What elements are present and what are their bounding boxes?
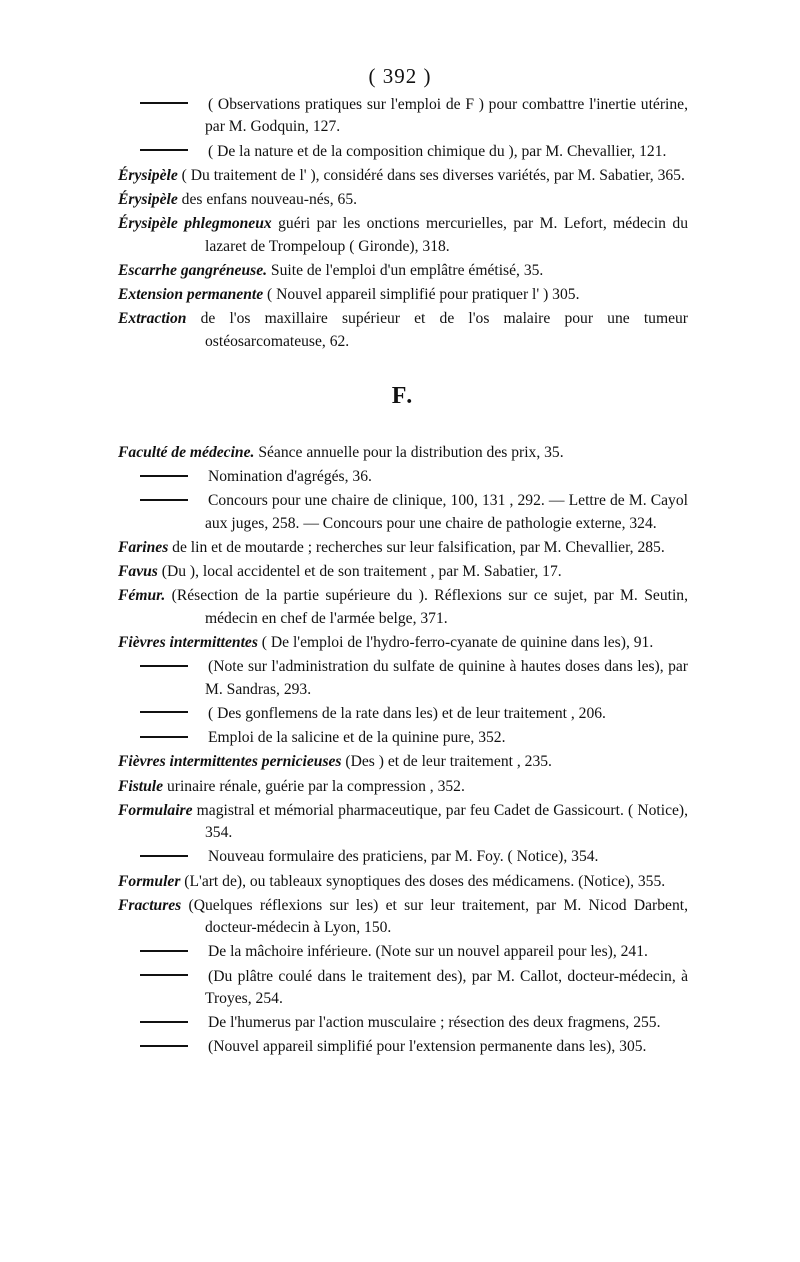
entry-text: guéri par les onctions mercurielles, par M. Lefort, médecin du lazaret de Trompeloup ( Gironde), 318. <box>205 215 688 255</box>
index-entry <box>118 1012 688 1034</box>
entry-heading: Formulaire <box>118 801 193 819</box>
entry-text: Nomination d'agrégés, 36. <box>208 468 372 486</box>
entry-text: des enfans nouveau-nés, 65. <box>177 191 358 209</box>
entry-text: Concours pour une chaire de clinique, 100, 131 , 292. — Lettre de M. Cayol aux juges, 258. — Concours pour une chaire de pathologie externe, 324. <box>205 492 688 532</box>
entry-text: ( Observations pratiques sur l'emploi de F ) pour combattre l'inertie utérine, par M. Godquin, 127. <box>205 96 688 136</box>
index-entry <box>118 141 688 163</box>
index-entry <box>118 165 688 187</box>
index-entry <box>118 260 688 282</box>
index-entry <box>118 189 688 211</box>
ditto-dash <box>140 855 188 857</box>
entry-heading: Érysipèle <box>118 191 178 209</box>
entry-text: (Quelques réflexions sur les) et sur leur traitement, par M. Nicod Darbent, docteur-médecin à Lyon, 150. <box>181 896 688 937</box>
entry-text: Nouveau formulaire des praticiens, par M. Foy. ( Notice), 354. <box>208 848 599 866</box>
entry-text: de lin et de moutarde ; recherches sur leur falsification, par M. Chevallier, 285. <box>168 539 665 557</box>
entry-text: magistral et mémorial pharmaceutique, par feu Cadet de Gassicourt. ( Notice), 354. <box>192 801 688 842</box>
entry-heading: Fistule <box>118 777 164 795</box>
entries-section-f <box>118 442 688 1059</box>
index-entry <box>118 442 688 464</box>
entry-heading: Favus <box>118 563 158 581</box>
entry-text: Séance annuelle pour la distribution des prix, 35. <box>254 444 564 462</box>
entry-heading: Faculté de médecine. <box>118 444 255 462</box>
index-entries <box>118 94 688 1061</box>
ditto-dash <box>140 974 188 976</box>
entry-text: ( De la nature et de la composition chimique du ), par M. Chevallier, 121. <box>208 142 667 160</box>
ditto-dash <box>140 102 188 104</box>
page-number: ( 392 ) <box>368 64 432 88</box>
entry-text: de l'os maxillaire supérieur et de l'os malaire pour une tumeur ostéosarcomateuse, 62. <box>186 310 688 350</box>
entry-text: (Du plâtre coulé dans le traitement des), par M. Callot, docteur-médecin, à Troyes, 254. <box>205 967 688 1007</box>
index-entry <box>118 213 688 258</box>
entry-heading: Fièvres intermittentes pernicieuses <box>118 753 342 771</box>
index-entry <box>118 94 688 139</box>
index-entry <box>118 703 688 725</box>
entry-text: Emploi de la salicine et de la quinine pure, 352. <box>208 729 506 747</box>
ditto-dash <box>140 950 188 952</box>
index-entry <box>118 490 688 535</box>
entry-text: (L'art de), ou tableaux synoptiques des doses des médicamens. (Notice), 355. <box>180 872 666 890</box>
entry-text: urinaire rénale, guérie par la compression , 352. <box>163 777 465 795</box>
index-entry <box>118 966 688 1011</box>
index-entry <box>118 284 688 306</box>
entry-text: De l'humerus par l'action musculaire ; résection des deux fragmens, 255. <box>208 1014 661 1032</box>
entries-section-e <box>118 94 688 353</box>
ditto-dash <box>140 499 188 501</box>
ditto-dash <box>140 475 188 477</box>
entry-heading: Extraction <box>118 310 187 328</box>
ditto-dash <box>140 1045 188 1047</box>
index-entry <box>118 537 688 559</box>
entry-text: ( De l'emploi de l'hydro-ferro-cyanate de quinine dans les), 91. <box>257 634 654 652</box>
index-entry <box>118 656 688 701</box>
index-entry <box>118 871 688 893</box>
entry-text: (Des ) et de leur traitement , 235. <box>341 753 552 771</box>
index-entry <box>118 776 688 798</box>
entry-heading: Fémur. <box>118 587 166 605</box>
entry-heading: Extension permanente <box>118 286 264 304</box>
entry-heading: Formuler <box>118 872 181 890</box>
index-entry <box>118 585 688 630</box>
index-entry <box>118 561 688 583</box>
index-entry <box>118 1036 688 1058</box>
index-entry <box>118 895 688 940</box>
index-entry <box>118 466 688 488</box>
entry-text: (Nouvel appareil simplifié pour l'extension permanente dans les), 305. <box>208 1038 647 1056</box>
entry-heading: Farines <box>118 539 169 557</box>
entry-text: (Note sur l'administration du sulfate de quinine à hautes doses dans les), par M. Sandras, 293. <box>205 658 688 698</box>
entry-heading: Escarrhe gangréneuse. <box>118 261 268 279</box>
entry-text: ( Des gonflemens de la rate dans les) et de leur traitement , 206. <box>208 704 606 722</box>
index-entry <box>118 800 688 845</box>
index-entry <box>118 308 688 353</box>
index-entry <box>118 727 688 749</box>
entry-text: Suite de l'emploi d'un emplâtre émétisé, 35. <box>267 261 544 279</box>
ditto-dash <box>140 736 188 738</box>
ditto-dash <box>140 665 188 667</box>
entry-text: (Du ), local accidentel et de son traitement , par M. Sabatier, 17. <box>157 563 562 581</box>
entry-heading: Érysipèle <box>118 166 178 184</box>
ditto-dash <box>140 711 188 713</box>
entry-heading: Érysipèle phlegmoneux <box>118 215 272 233</box>
entry-heading: Fractures <box>118 896 182 914</box>
index-entry <box>118 632 688 654</box>
section-letter: F. <box>391 383 415 410</box>
entry-text: ( Nouvel appareil simplifié pour pratiquer l' ) 305. <box>263 286 580 304</box>
index-entry <box>118 751 688 773</box>
entry-heading: Fièvres intermittentes <box>118 634 258 652</box>
ditto-dash <box>140 149 188 151</box>
entry-text: De la mâchoire inférieure. (Note sur un nouvel appareil pour les), 241. <box>208 943 648 961</box>
ditto-dash <box>140 1021 188 1023</box>
index-entry <box>118 941 688 963</box>
entry-text: ( Du traitement de l' ), considéré dans ses diverses variétés, par M. Sabatier, 365. <box>177 166 685 184</box>
index-entry <box>118 846 688 868</box>
entry-text: (Résection de la partie supérieure du ). Réflexions sur ce sujet, par M. Seutin, médecin en chef de l'armée belge, 371. <box>165 587 688 627</box>
